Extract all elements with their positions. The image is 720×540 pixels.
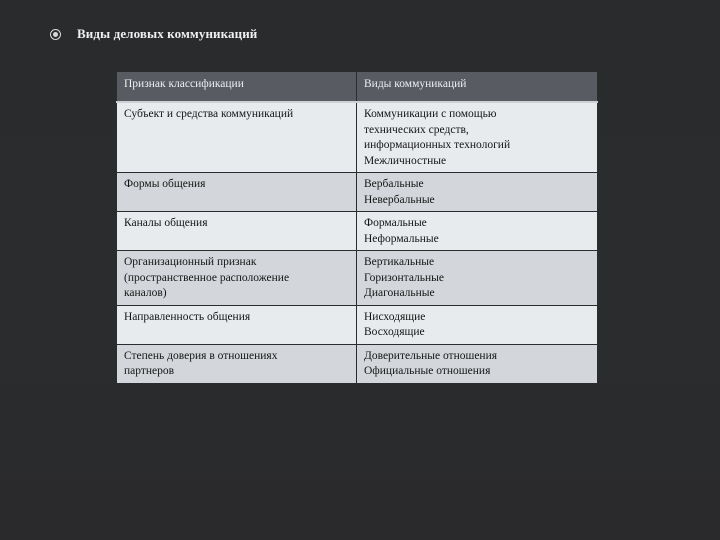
table-row <box>117 102 598 173</box>
criterion-cell: Субъект и средства коммуникаций <box>117 102 357 173</box>
table-row <box>117 305 598 344</box>
circle-bullet-icon <box>50 29 61 40</box>
table-row <box>117 344 598 383</box>
table-header-row <box>117 72 598 103</box>
criterion-cell: Степень доверия в отношениях партнеров <box>117 344 357 383</box>
classification-table <box>116 71 598 384</box>
kinds-cell: Доверительные отношения Официальные отношения <box>357 344 598 383</box>
kinds-cell: Вертикальные Горизонтальные Диагональные <box>357 251 598 306</box>
column-header-kinds: Виды коммуникаций <box>357 72 598 103</box>
title-bullet-row <box>50 26 257 42</box>
criterion-cell: Направленность общения <box>117 305 357 344</box>
kinds-cell: Вербальные Невербальные <box>357 173 598 212</box>
column-header-criterion: Признак классификации <box>117 72 357 103</box>
slide-title: Виды деловых коммуникаций <box>77 26 258 41</box>
criterion-cell: Организационный признак (пространственное расположение каналов) <box>117 251 357 306</box>
kinds-cell: Коммуникации с помощью технических средств, информационных технологий Межличностные <box>357 102 598 173</box>
table-row <box>117 173 598 212</box>
kinds-cell: Нисходящие Восходящие <box>357 305 598 344</box>
table-row <box>117 212 598 251</box>
table-row <box>117 251 598 306</box>
criterion-cell: Формы общения <box>117 173 357 212</box>
kinds-cell: Формальные Неформальные <box>357 212 598 251</box>
criterion-cell: Каналы общения <box>117 212 357 251</box>
